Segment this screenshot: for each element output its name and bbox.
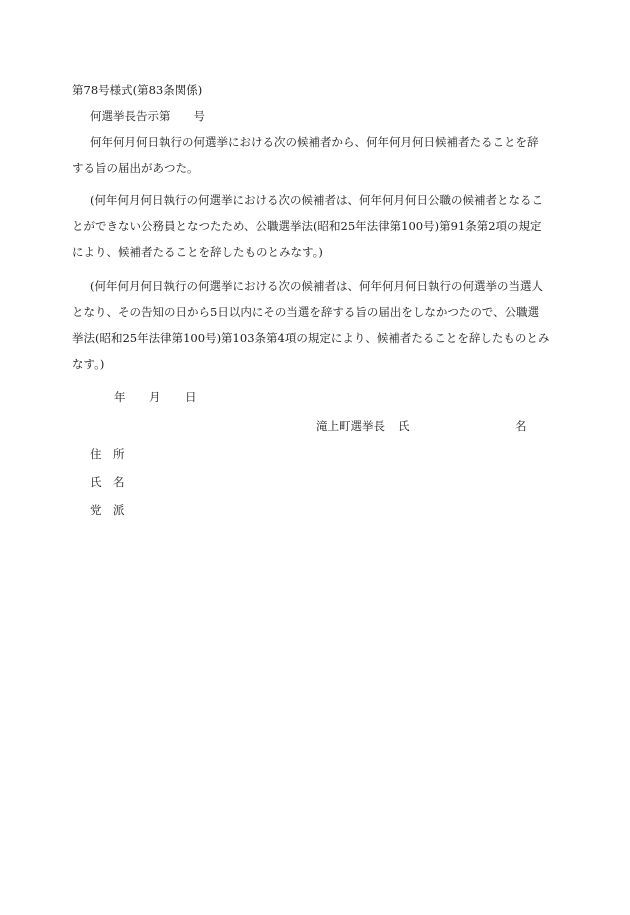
signature-name-label-2: 名 <box>515 419 527 433</box>
paragraph-3-line-2: となり、その告知の日から5日以内にその当選を辞する旨の届出をしなかつたので、公職選 <box>72 305 540 319</box>
date-year-label: 年 <box>114 390 126 404</box>
paragraph-1-line-2: する旨の届出があつた。 <box>72 161 199 175</box>
paragraph-3-line-3: 挙法(昭和25年法律第100号)第103条第4項の規定により、候補者たることを辞したものとみ <box>72 331 550 345</box>
field-name-label: 氏 名 <box>90 475 125 489</box>
signature-title: 滝上町選挙長 <box>316 419 385 433</box>
paragraph-3-line-1: (何年何月何日執行の何選挙における次の候補者は、何年何月何日執行の何選挙の当選人 <box>90 279 543 293</box>
field-party-label: 党 派 <box>90 503 125 517</box>
paragraph-3-line-4: なす。) <box>72 357 105 371</box>
notice-number: 何選挙長告示第 号 <box>90 109 205 123</box>
form-title: 第78号様式(第83条関係) <box>72 83 203 97</box>
signature-name-label-1: 氏 <box>398 419 410 433</box>
paragraph-2-line-2: とができない公務員となつたため、公職選挙法(昭和25年法律第100号)第91条第2項の規定 <box>72 219 542 233</box>
date-month-label: 月 <box>149 390 161 404</box>
paragraph-2-line-3: により、候補者たることを辞したものとみなす。) <box>72 245 323 259</box>
paragraph-1-line-1: 何年何月何日執行の何選挙における次の候補者から、何年何月何日候補者たることを辞 <box>90 135 539 149</box>
signature-row <box>316 421 536 437</box>
field-address-label: 住 所 <box>90 447 125 461</box>
paragraph-2-line-1: (何年何月何日執行の何選挙における次の候補者は、何年何月何日公職の候補者となるこ <box>90 193 543 207</box>
date-row <box>0 392 630 408</box>
date-day-label: 日 <box>185 390 197 404</box>
